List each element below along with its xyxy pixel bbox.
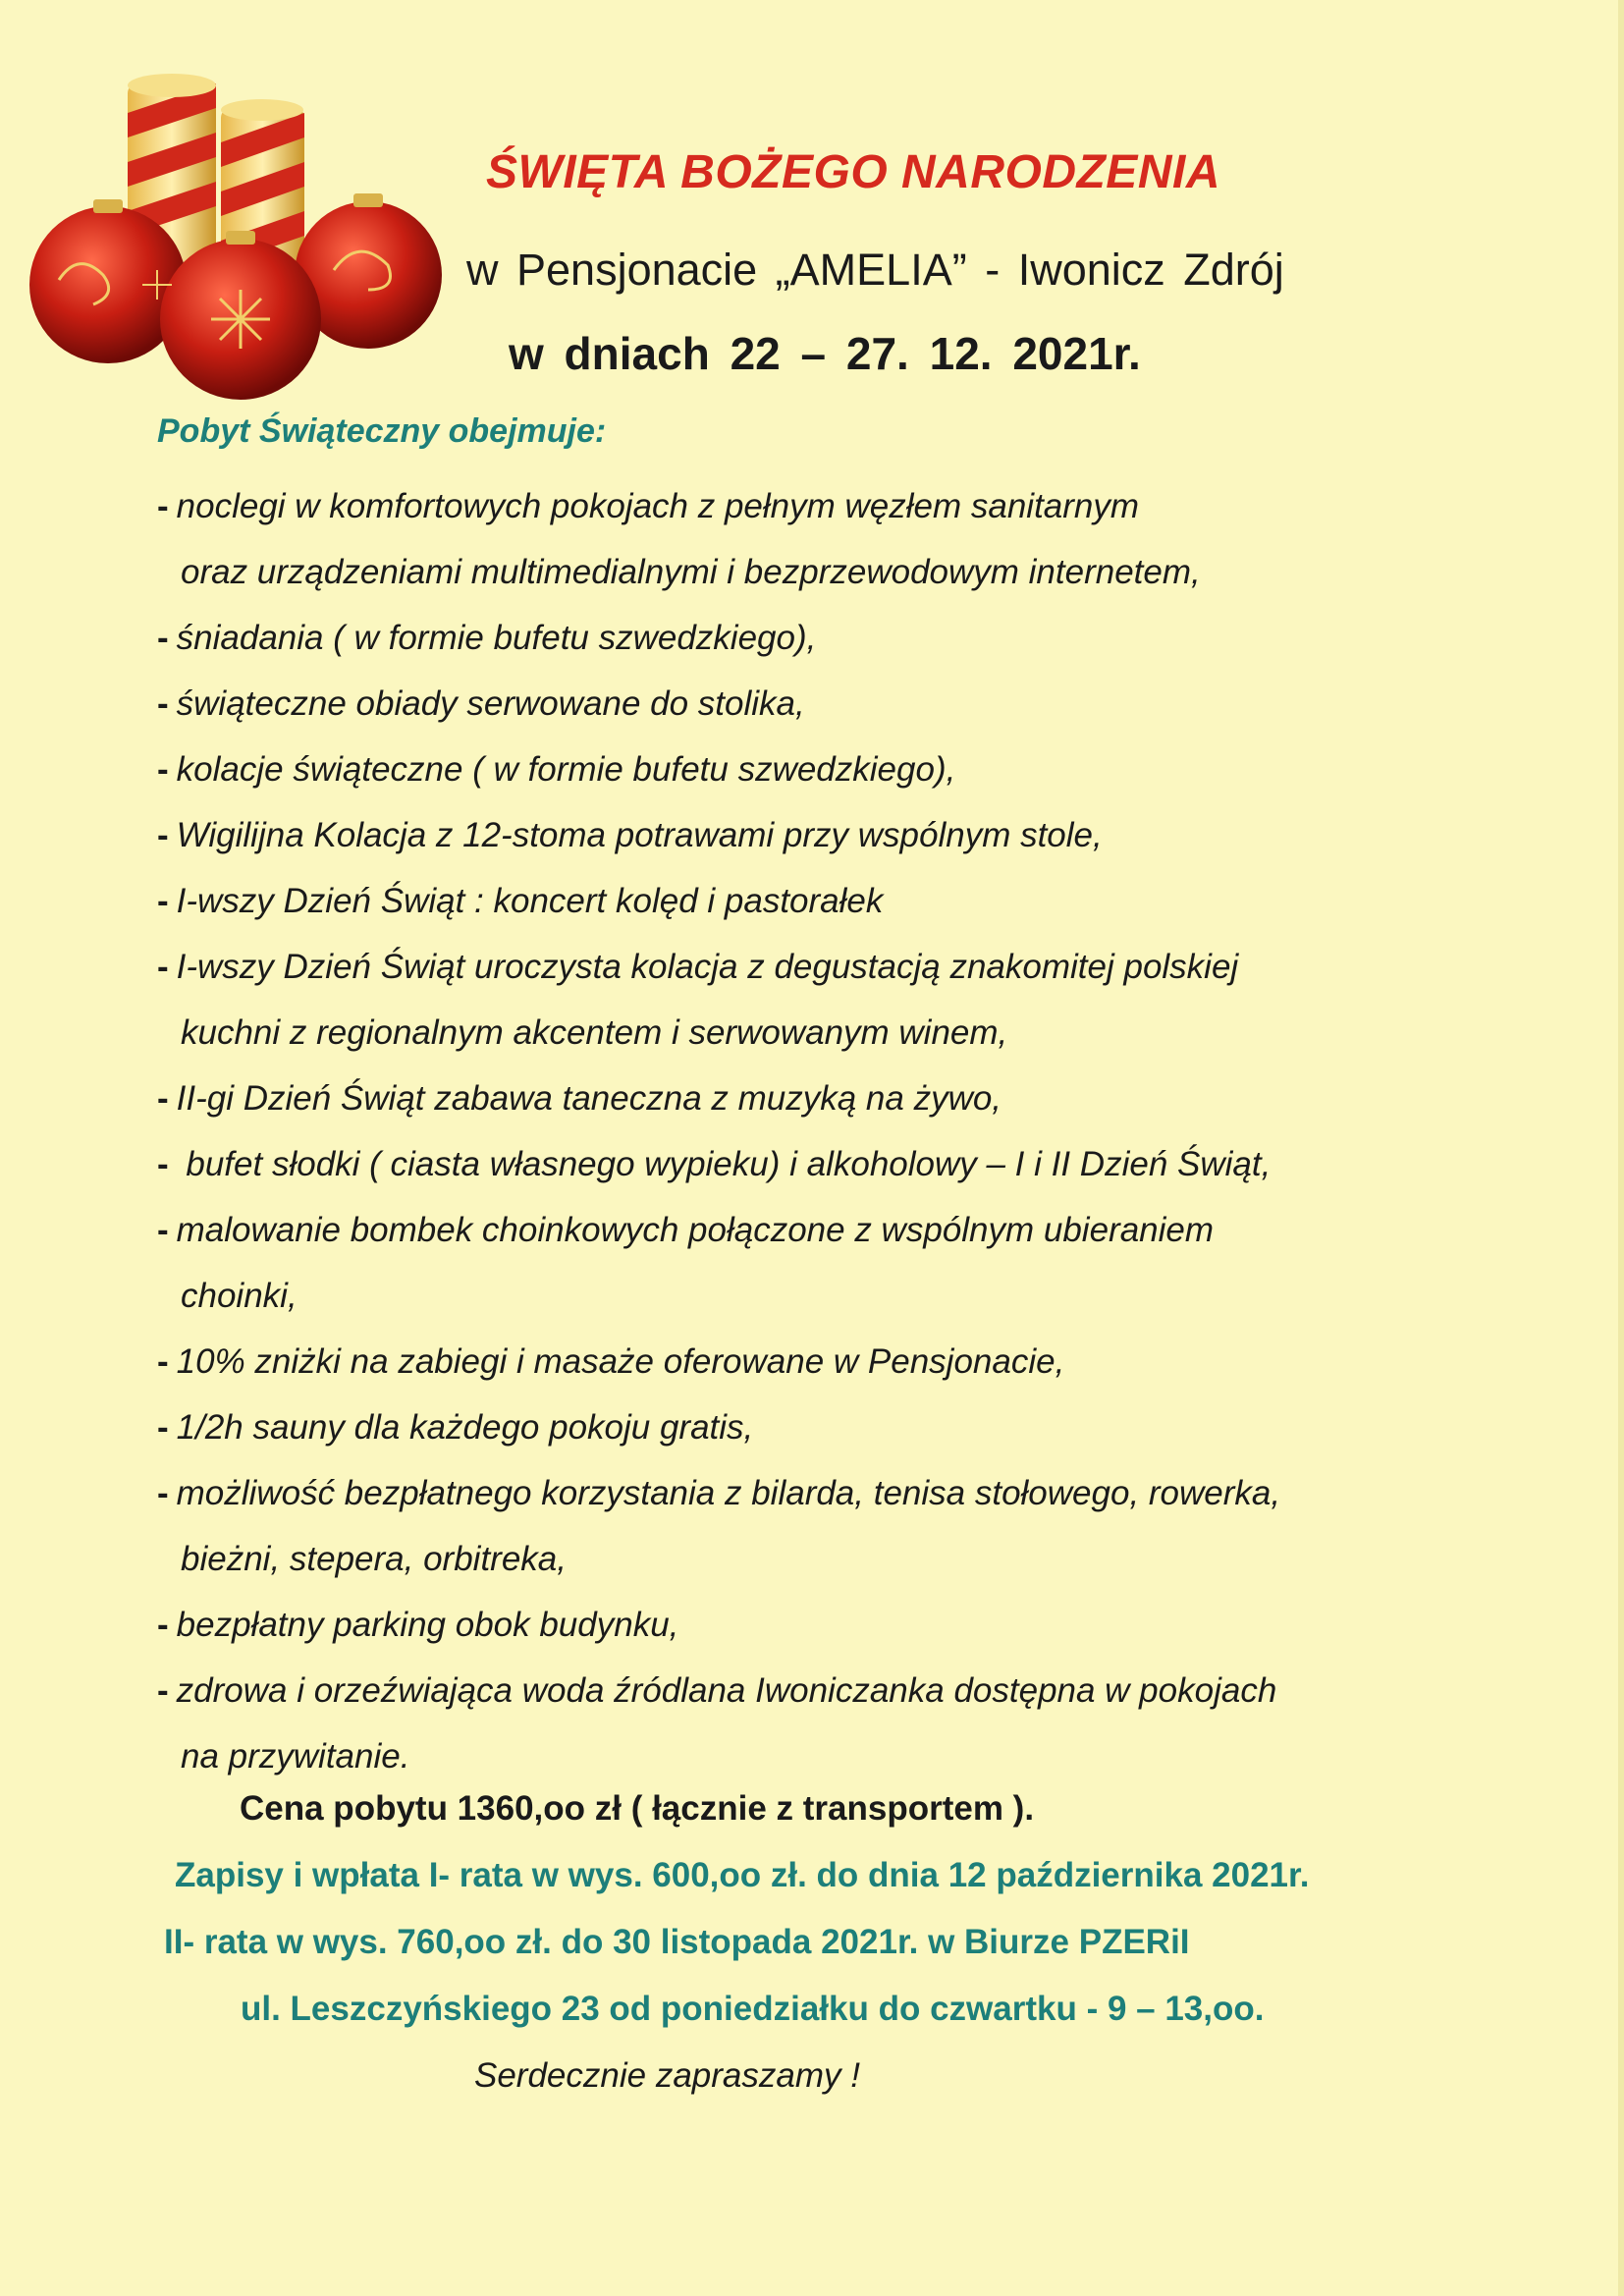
list-item: - I-wszy Dzień Świąt : koncert kolęd i pastorałek [157, 882, 884, 920]
list-item: - malowanie bombek choinkowych połączone z wspólnym ubieraniem choinki, [157, 1211, 1215, 1315]
list-item: - 10% zniżki na zabiegi i masaże oferowane w Pensjonacie, [157, 1342, 1065, 1381]
list-item: - świąteczne obiady serwowane do stolika, [157, 684, 805, 723]
venue-subtitle: w Pensjonacie „AMELIA” - Iwonicz Zdrój [466, 245, 1284, 295]
closing-invitation: Serdecznie zapraszamy ! [474, 2056, 860, 2095]
list-item: - II-gi Dzień Świąt zabawa taneczna z muzyką na żywo, [157, 1079, 1002, 1118]
list-item: - możliwość bezpłatnego korzystania z bilarda, tenisa stołowego, rowerka, bieżni, stepera, orbitreka, [157, 1474, 1281, 1578]
offer-list [157, 473, 1280, 1789]
page-title: ŚWIĘTA BOŻEGO NARODZENIA [486, 146, 1220, 198]
enrollment-line-3: ul. Leszczyńskiego 23 od poniedziałku do czwartku - 9 – 13,oo. [241, 1990, 1265, 2028]
list-item: - bufet słodki ( ciasta własnego wypieku) i alkoholowy – I i II Dzień Świąt, [157, 1145, 1272, 1183]
list-item: - 1/2h sauny dla każdego pokoju gratis, [157, 1408, 754, 1447]
christmas-decoration-icon [20, 54, 452, 408]
offer-intro: Pobyt Świąteczny obejmuje: [157, 412, 607, 450]
list-item: - zdrowa i orzeźwiająca woda źródlana Iwoniczanka dostępna w pokojach na przywitanie. [157, 1671, 1277, 1776]
list-item: - I-wszy Dzień Świąt uroczysta kolacja z degustacją znakomitej polskiej kuchni z regionalnym akcentem i serwowanym winem, [157, 948, 1239, 1052]
page-edge [1618, 0, 1624, 2296]
enrollment-line-2: II- rata w wys. 760,oo zł. do 30 listopada 2021r. w Biurze PZERiI [164, 1923, 1190, 1961]
list-item: - śniadania ( w formie bufetu szwedzkiego), [157, 619, 817, 657]
event-dates: w dniach 22 – 27. 12. 2021r. [509, 328, 1141, 379]
list-item: - kolacje świąteczne ( w formie bufetu szwedzkiego), [157, 750, 956, 789]
price-line: Cena pobytu 1360,oo zł ( łącznie z transportem ). [240, 1789, 1035, 1828]
list-item: - Wigilijna Kolacja z 12-stoma potrawami przy wspólnym stole, [157, 816, 1103, 854]
list-item: - noclegi w komfortowych pokojach z pełnym węzłem sanitarnym oraz urządzeniami multimedialnymi i bezprzewodowym internetem, [157, 487, 1201, 591]
enrollment-line-1: Zapisy i wpłata I- rata w wys. 600,oo zł. do dnia 12 października 2021r. [175, 1856, 1310, 1894]
list-item: - bezpłatny parking obok budynku, [157, 1606, 679, 1644]
